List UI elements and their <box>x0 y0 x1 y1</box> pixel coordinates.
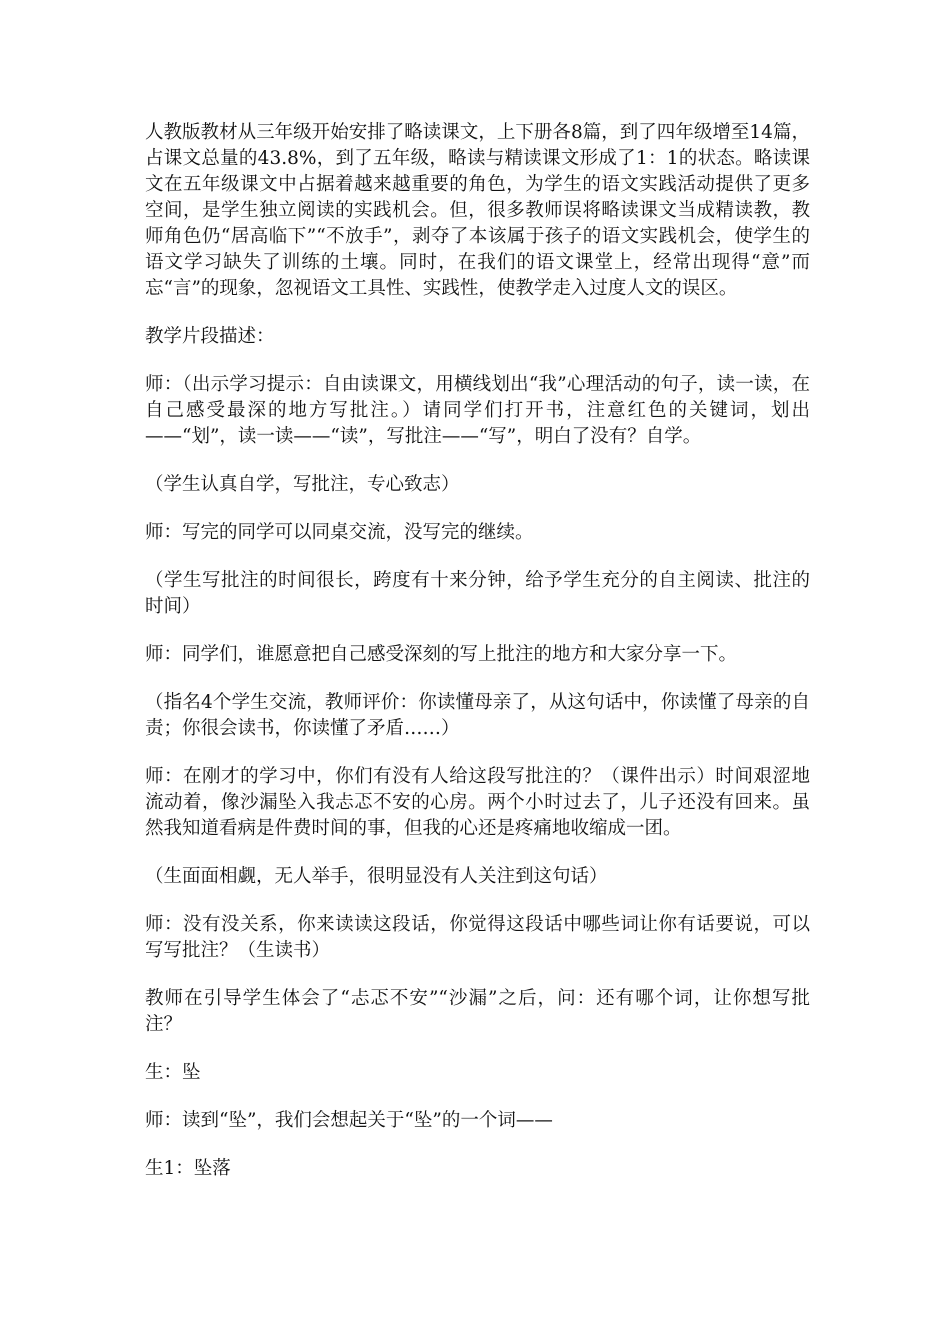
dialogue-paragraph: 教师在引导学生体会了“忐忑不安”“沙漏”之后，问：还有哪个词，让你想写批注？ <box>145 988 810 1035</box>
dialogue-paragraph: 师：在刚才的学习中，你们有没有人给这段写批注的？（课件出示）时间艰涩地流动着，像沙漏坠入我忐忑不安的心房。两个小时过去了，儿子还没有回来。虽然我知道看病是件费时间的事，但我的心还是疼痛地收缩成一团。 <box>145 766 810 839</box>
dialogue-paragraph: 生：坠 <box>145 1062 201 1083</box>
document-page <box>145 120 810 1204</box>
dialogue-paragraph: 师：写完的同学可以同桌交流，没写完的继续。 <box>145 522 534 543</box>
intro-paragraph: 人教版教材从三年级开始安排了略读课文，上下册各8篇，到了四年级增至14篇，占课文总量的43.8%，到了五年级，略读与精读课文形成了1：1的状态。略读课文在五年级课文中占据着越来越重要的角色，为学生的语文实践活动提供了更多空间，是学生独立阅读的实践机会。但，很多教师误将略读课文当成精读教，教师角色仍“居高临下”“不放手”，剥夺了本该属于孩子的语文实践机会，使学生的语文学习缺失了训练的土壤。同时，在我们的语文课堂上，经常出现得“意”而忘“言”的现象，忽视语文工具性、实践性，使教学走入过度人文的误区。 <box>145 122 810 299</box>
dialogue-paragraph: 师：没有没关系，你来读读这段话，你觉得这段话中哪些词让你有话要说，可以写写批注？（生读书） <box>145 914 810 961</box>
dialogue-paragraph: （生面面相觑，无人举手，很明显没有人关注到这句话） <box>145 866 608 887</box>
dialogue-paragraph: （学生写批注的时间很长，跨度有十来分钟，给予学生充分的自主阅读、批注的时间） <box>145 570 810 617</box>
dialogue-paragraph: 师：（出示学习提示：自由读课文，用横线划出“我”心理活动的句子，读一读，在自己感受最深的地方写批注。）请同学们打开书，注意红色的关键词，划出——“划”，读一读——“读”，写批注——“写”，明白了没有？自学。 <box>145 374 810 447</box>
dialogue-paragraph: 师：同学们，谁愿意把自己感受深刻的写上批注的地方和大家分享一下。 <box>145 644 738 665</box>
dialogue-paragraph: （指名4个学生交流，教师评价：你读懂母亲了，从这句话中，你读懂了母亲的自责；你很会读书，你读懂了矛盾……） <box>145 692 810 739</box>
dialogue-paragraph: （学生认真自学，写批注，专心致志） <box>145 474 460 495</box>
dialogue-paragraph: 师：读到“坠”，我们会想起关于“坠”的一个词—— <box>145 1110 553 1131</box>
section-heading: 教学片段描述： <box>145 326 275 347</box>
dialogue-paragraph: 生1：坠落 <box>145 1158 231 1179</box>
